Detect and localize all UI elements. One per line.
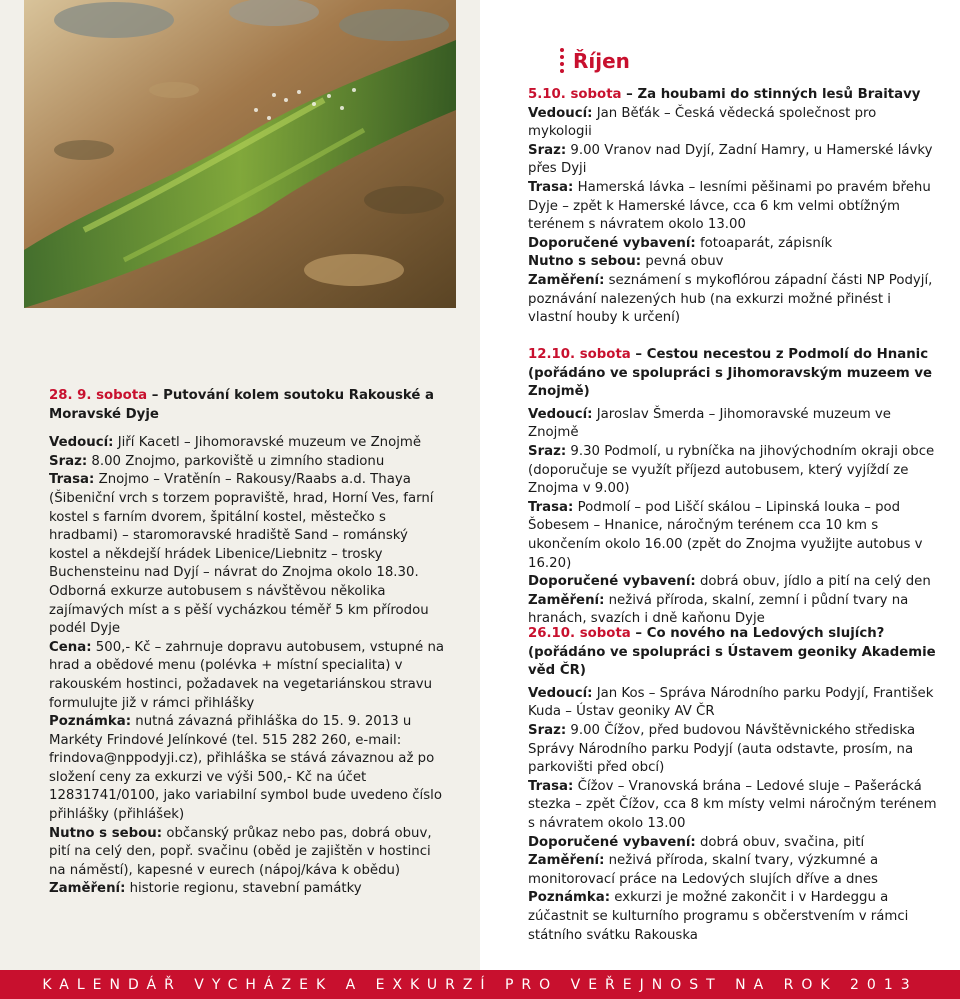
leader-value: Jaroslav Šmerda – Jihomoravské muzeum ve Znojmě	[528, 406, 891, 441]
bring-value: občanský průkaz nebo pas, dobrá obuv, pití na celý den, popř. svačinu (oběd je zajištěn v hostinci na náměstí), kapesné v eurech (nápoj/káva k obědu)	[49, 825, 432, 878]
note-line	[49, 713, 449, 825]
leader-label: Vedoucí:	[49, 435, 114, 451]
leader-line	[49, 434, 449, 453]
dots-icon	[560, 48, 564, 73]
note-label: Poznámka:	[49, 714, 132, 730]
focus-label: Zaměření:	[49, 881, 126, 897]
focus-label: Zaměření:	[528, 272, 605, 288]
month-title: Říjen	[573, 48, 630, 73]
leader-label: Vedoucí:	[528, 685, 593, 701]
price-line	[49, 639, 449, 713]
focus-value: seznámení s mykoflórou západní části NP Podyjí, poznávání nalezených hub (na exkurzi možné přinést i vlastní houby k určení)	[528, 272, 933, 326]
route-line	[528, 778, 938, 834]
title-dash: –	[621, 87, 638, 102]
focus-line	[49, 880, 449, 899]
route-line	[528, 179, 938, 235]
route-label: Trasa:	[49, 472, 95, 488]
focus-value: historie regionu, stavební památky	[125, 881, 362, 897]
equip-value: fotoaparát, zápisník	[695, 235, 833, 251]
meet-line	[49, 453, 449, 472]
month-heading	[560, 48, 630, 73]
leader-label: Vedoucí:	[528, 406, 593, 422]
bring-line	[528, 253, 938, 272]
route-value: Podmolí – pod Liščí skálou – Lipinská louka – pod Šobesem – Hnanice, náročným terénem cca 10 km s ukončením okolo 16.00 (zpět do Znojma využijte autobus v 16.20)	[528, 499, 923, 571]
leader-line	[528, 105, 938, 142]
event-title	[528, 346, 938, 402]
river-photo-icon	[24, 0, 456, 308]
equip-value: dobrá obuv, svačina, pití	[695, 834, 865, 850]
leader-value: Jan Kos – Správa Národního parku Podyjí, František Kuda – Ústav geoniky AV ČR	[528, 685, 934, 720]
focus-value: neživá příroda, skalní, zemní i půdní tvary na hranách, svazích i dně kaňonu Dyje	[528, 592, 909, 627]
event-12-oct	[528, 346, 938, 629]
focus-value: neživá příroda, skalní tvary, výzkumné a monitorovací práce na Ledových slujích dříve a dnes	[528, 853, 879, 887]
footer-banner	[0, 970, 960, 999]
bring-value: pevná obuv	[641, 254, 724, 270]
meet-line	[528, 722, 938, 778]
event-title	[528, 86, 938, 105]
focus-line	[528, 592, 938, 629]
note-value: exkurzi je možné zakončit i v Hardeggu a zúčastnit se kulturního programu s občerstvením v rámci státního svátku Rakouska	[528, 890, 909, 943]
event-28-sep	[49, 387, 449, 899]
meet-line	[528, 443, 938, 499]
equip-label: Doporučené vybavení:	[528, 834, 696, 850]
event-title	[528, 625, 938, 681]
focus-label: Zaměření:	[528, 853, 605, 869]
bring-line	[49, 825, 449, 881]
meet-value: 9.00 Vranov nad Dyjí, Zadní Hamry, u Hamerské lávky přes Dyji	[528, 142, 933, 177]
meet-label: Sraz:	[528, 443, 567, 459]
meet-line	[528, 142, 938, 179]
route-value: Čížov – Vranovská brána – Ledové sluje – Pašerácká stezka – zpět Čížov, cca 8 km místy velmi náročným terénem s návratem okolo 13.00	[528, 778, 937, 831]
equip-value: dobrá obuv, jídlo a pití na celý den	[695, 574, 931, 590]
footer-text: KALENDÁŘ VYCHÁZEK A EXKURZÍ PRO VEŘEJNOST NA ROK 2013	[42, 976, 918, 993]
leader-value: Jiří Kacetl – Jihomoravské muzeum ve Znojmě	[113, 435, 422, 451]
price-label: Cena:	[49, 639, 92, 655]
event-title-text: Putování kolem soutoku Rakouské a Moravské Dyje	[49, 388, 435, 422]
meet-label: Sraz:	[528, 142, 567, 158]
leader-line	[528, 685, 938, 722]
event-title-text: Cestou necestou z Podmolí do Hnanic (pořádáno ve spolupráci s Jihomoravským muzeem ve Znojmě)	[528, 347, 933, 400]
equip-line	[528, 573, 938, 592]
equip-line	[528, 235, 938, 254]
title-dash: –	[630, 347, 647, 362]
route-label: Trasa:	[528, 499, 574, 515]
focus-line	[528, 272, 938, 328]
event-26-oct	[528, 625, 938, 945]
equip-line	[528, 834, 938, 853]
event-date: 26.10. sobota	[528, 626, 631, 641]
focus-line	[528, 852, 938, 889]
leader-value: Jan Běťák – Česká vědecká společnost pro mykologii	[528, 105, 877, 140]
event-date: 12.10. sobota	[528, 347, 631, 362]
route-label: Trasa:	[528, 179, 574, 195]
event-5-oct	[528, 86, 938, 328]
meet-value: 9.30 Podmolí, u rybníčka na jihovýchodním okraji obce (doporučuje se využít příjezd autobusem, který vyjíždí ze Znojma v 9.00)	[528, 443, 935, 497]
meet-value: 8.00 Znojmo, parkoviště u zimního stadionu	[87, 453, 385, 469]
meet-label: Sraz:	[528, 722, 567, 738]
route-line	[49, 471, 449, 638]
event-title	[49, 387, 449, 424]
bring-label: Nutno s sebou:	[528, 254, 642, 270]
event-title-text: Co nového na Ledových slujích? (pořádáno ve spolupráci s Ústavem geoniky Akademie věd ČR)	[528, 626, 936, 679]
leader-line	[528, 406, 938, 443]
bring-label: Nutno s sebou:	[49, 825, 163, 841]
price-value: 500,- Kč – zahrnuje dopravu autobusem, vstupné na hrad a obědové menu (polévka + místní specialita) v rakouském hostinci, požadavek na vegetariánskou stravu formulujte již v rámci přihlášky	[49, 639, 445, 711]
event-title-text: Za houbami do stinných lesů Braitavy	[637, 87, 921, 102]
route-label: Trasa:	[528, 778, 574, 794]
note-line	[528, 889, 938, 945]
note-value: nutná závazná přihláška do 15. 9. 2013 u Markéty Frindové Jelínkové (tel. 515 282 260, e-mail: frindova@nppodyji.cz), přihláška se stává závaznou až po složení ceny za exkurzi ve výši 500,- Kč na účet 12831741/0100, jako variabilní symbol bude uvedeno číslo přihlášky (přihlášek)	[49, 714, 442, 823]
route-line	[528, 499, 938, 573]
meet-label: Sraz:	[49, 453, 88, 469]
focus-label: Zaměření:	[528, 592, 605, 608]
route-value: Hamerská lávka – lesními pěšinami po pravém břehu Dyje – zpět k Hamerské lávce, cca 6 km velmi obtížným terénem s návratem okolo 13.00	[528, 179, 931, 233]
event-date: 5.10. sobota	[528, 87, 622, 102]
equip-label: Doporučené vybavení:	[528, 235, 696, 251]
meet-value: 9.00 Čížov, před budovou Návštěvnického střediska Správy Národního parku Podyjí (auta odstavte, prosím, na parkovišti před obcí)	[528, 722, 916, 776]
title-dash: –	[630, 626, 647, 641]
route-value: Znojmo – Vratěnín – Rakousy/Raabs a.d. Thaya (Šibeniční vrch s torzem popraviště, hrad, Horní Ves, farní kostel s farním dvorem, špitální kostel, městečko s hradbami) – staromoravské hradiště Sand – románský kostel a někdejší hrádek Libenice/Liebnitz – trosky Buchensteinu nad Dyjí – návrat do Znojma okolo 18.30. Odborná exkurze autobusem s návštěvou několika zajímavých míst a s pěší vycházkou téměř 5 km přírodou podél Dyje	[49, 472, 434, 637]
title-dash: –	[147, 388, 164, 403]
note-label: Poznámka:	[528, 890, 611, 906]
event-date: 28. 9. sobota	[49, 388, 148, 403]
leader-label: Vedoucí:	[528, 105, 593, 121]
equip-label: Doporučené vybavení:	[528, 574, 696, 590]
